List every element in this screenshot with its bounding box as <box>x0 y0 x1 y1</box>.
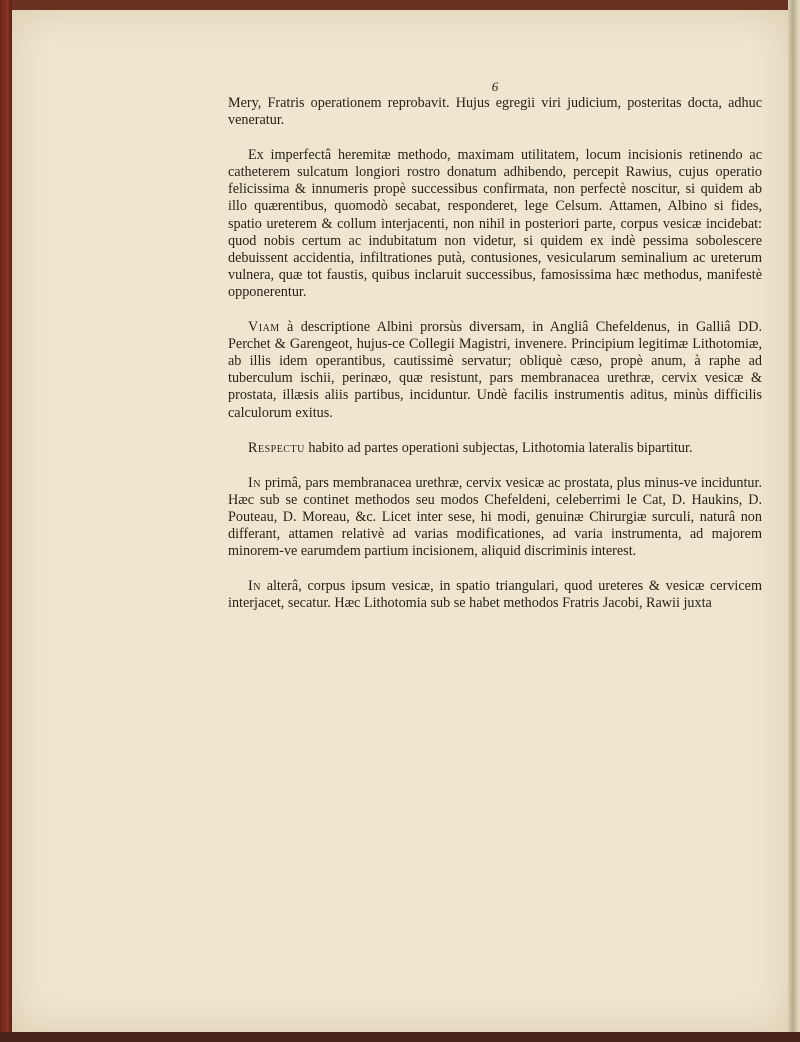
paragraph <box>228 440 762 457</box>
paragraph-text: alterâ, corpus ipsum vesicæ, in spatio triangulari, quod ureteres & vesicæ cervicem interjacet, secatur. Hæc Lithotomia sub se habet methodos Fratris Jacobi, Rawii juxta <box>228 578 762 612</box>
paragraph-lead: In <box>248 474 261 491</box>
paragraph <box>228 578 762 612</box>
paragraph-text: à descriptione Albini prorsùs diversam, in Angliâ Chefeldenus, in Galliâ DD. Perchet & Garengeot, hujus-ce Collegii Magistri, invenere. Principium legitimæ Lithotomiæ, ab illis idem operantibus, cautissimè servatur; obliquè cæso, propè anum, à raphe ad tuberculum ischii, perinæo, quæ resistunt, pars membranacea urethræ, cervix vesicæ & prostata, illæsis aliis partibus, inciduntur. Undè facilis instrumentis aditus, minùs difficilis calculorum exitus. <box>228 319 762 421</box>
book-binding-right <box>788 0 800 1042</box>
page-text <box>228 80 762 630</box>
paragraph-text: Mery, Fratris operationem reprobavit. Hujus egregii viri judicium, posteritas docta, adhuc veneratur. <box>228 95 762 129</box>
paragraph <box>228 319 762 422</box>
paragraph-lead: In <box>248 578 261 595</box>
book-binding-top <box>0 0 800 10</box>
paragraph <box>228 475 762 560</box>
book-binding-bottom <box>0 1032 800 1042</box>
paragraph-lead: Viam <box>248 319 280 336</box>
page-number: 6 <box>491 79 499 94</box>
paragraph <box>228 147 762 301</box>
paragraph-text: primâ, pars membranacea urethræ, cervix vesicæ ac prostata, plus minus-ve inciduntur. Hæc sub se continet methodos seu modos Chefeldeni, celeberrimi le Cat, D. Haukins, D. Pouteau, D. Moreau, &c. Licet inter sese, hi modi, genuinæ Chirurgiæ surculi, naturâ non differant, attamen relativè ad varias modificationes, ad varia instrumenta, ad majorem minorem-ve earumdem partium incisionem, aliquid discriminis interest. <box>228 474 762 560</box>
paragraph-lead: Respectu <box>248 439 305 456</box>
book-binding-left <box>0 0 12 1042</box>
paragraph-text: habito ad partes operationi subjectas, Lithotomia lateralis bipartitur. <box>304 439 693 456</box>
paragraph <box>228 95 762 129</box>
paragraph-text: Ex imperfectâ heremitæ methodo, maximam utilitatem, locum incisionis retinendo ac catheterem sulcatum longiori rostro donatum adhibendo, percepit Rawius, cujus operatio felicissima & innumeris propè successibus confirmata, non perfectè noscitur, si quidem ab illo quærentibus, quomodò secabat, responderet, lege Celsum. Attamen, Albino si fides, spatio ureterem & collum interjacenti, non nihil in posteriori parte, corpus vesicæ incidebat: quod nobis certum ac indubitatum non videtur, si quidem ex indè pessima sobolescere debuissent accidentia, infiltrationes putà, contusiones, vesicularum seminalium ac ureterum vulnera, quæ tot faustis, quibus inclaruit successibus, famosissima hæc methodus, manifestè opponerentur. <box>228 147 762 300</box>
